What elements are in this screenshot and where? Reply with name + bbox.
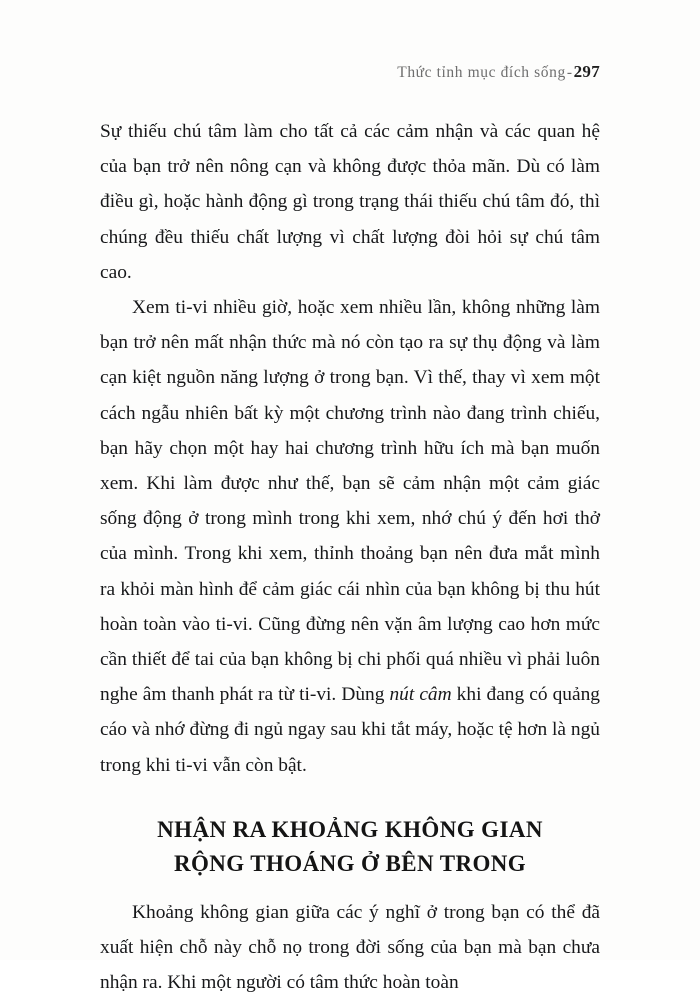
paragraph-2-part-1: Xem ti-vi nhiều giờ, hoặc xem nhiều lần, không những làm bạn trở nên mất nhận thức mà nó còn tạo ra sự thụ động và làm cạn kiệt nguồn năng lượng ở trong bạn. Vì thế, thay vì xem một cách ngẫu nhiên bất kỳ một chương trình nào đang trình chiếu, bạn hãy chọn một hay hai chương trình hữu ích mà bạn muốn xem. Khi làm được như thế, bạn sẽ cảm nhận một cảm giác sống động ở trong mình trong khi xem, nhớ chú ý đến hơi thở của mình. Trong khi xem, thỉnh thoảng bạn nên đưa mắt mình ra khỏi màn hình để cảm giác cái nhìn của bạn không bị thu hút hoàn toàn vào ti-vi. Cũng đừng nên vặn âm lượng cao hơn mức cần thiết để tai của bạn không bị chi phối quá nhiều vì phải luôn nghe âm thanh phát ra từ ti-vi. Dùng [100, 297, 600, 706]
running-header-title: Thức tỉnh mục đích sống [397, 64, 566, 81]
paragraph-2-part-2: khi đang có quảng cáo và nhớ đừng đi ngủ ngay sau khi tắt máy, hoặc tệ hơn là ngủ trong khi ti-vi vẫn còn bật. [100, 684, 600, 776]
section-heading-line-2: RỘNG THOÁNG Ở BÊN TRONG [173, 850, 527, 876]
section-heading [100, 783, 600, 895]
text-block [100, 114, 600, 1000]
section-heading-line-1: NHẬN RA KHOẢNG KHÔNG GIAN [157, 816, 543, 842]
paragraph-2 [100, 290, 600, 783]
paragraph-1: Sự thiếu chú tâm làm cho tất cả các cảm nhận và các quan hệ của bạn trở nên nông cạn và không được thỏa mãn. Dù có làm điều gì, hoặc hành động gì trong trạng thái thiếu chú tâm đó, thì chúng đều thiếu chất lượng vì chất lượng đòi hỏi sự chú tâm cao. [100, 121, 600, 283]
running-header-separator: - [566, 64, 573, 81]
paragraph-3: Khoảng không gian giữa các ý nghĩ ở trong bạn có thể đã xuất hiện chỗ này chỗ nọ trong đời sống của bạn mà bạn chưa nhận ra. Khi một người có tâm thức hoàn toàn [100, 901, 600, 994]
page-number: 297 [573, 62, 600, 81]
emphasis-nut-cam: nút câm [389, 684, 452, 706]
running-header [100, 62, 600, 82]
